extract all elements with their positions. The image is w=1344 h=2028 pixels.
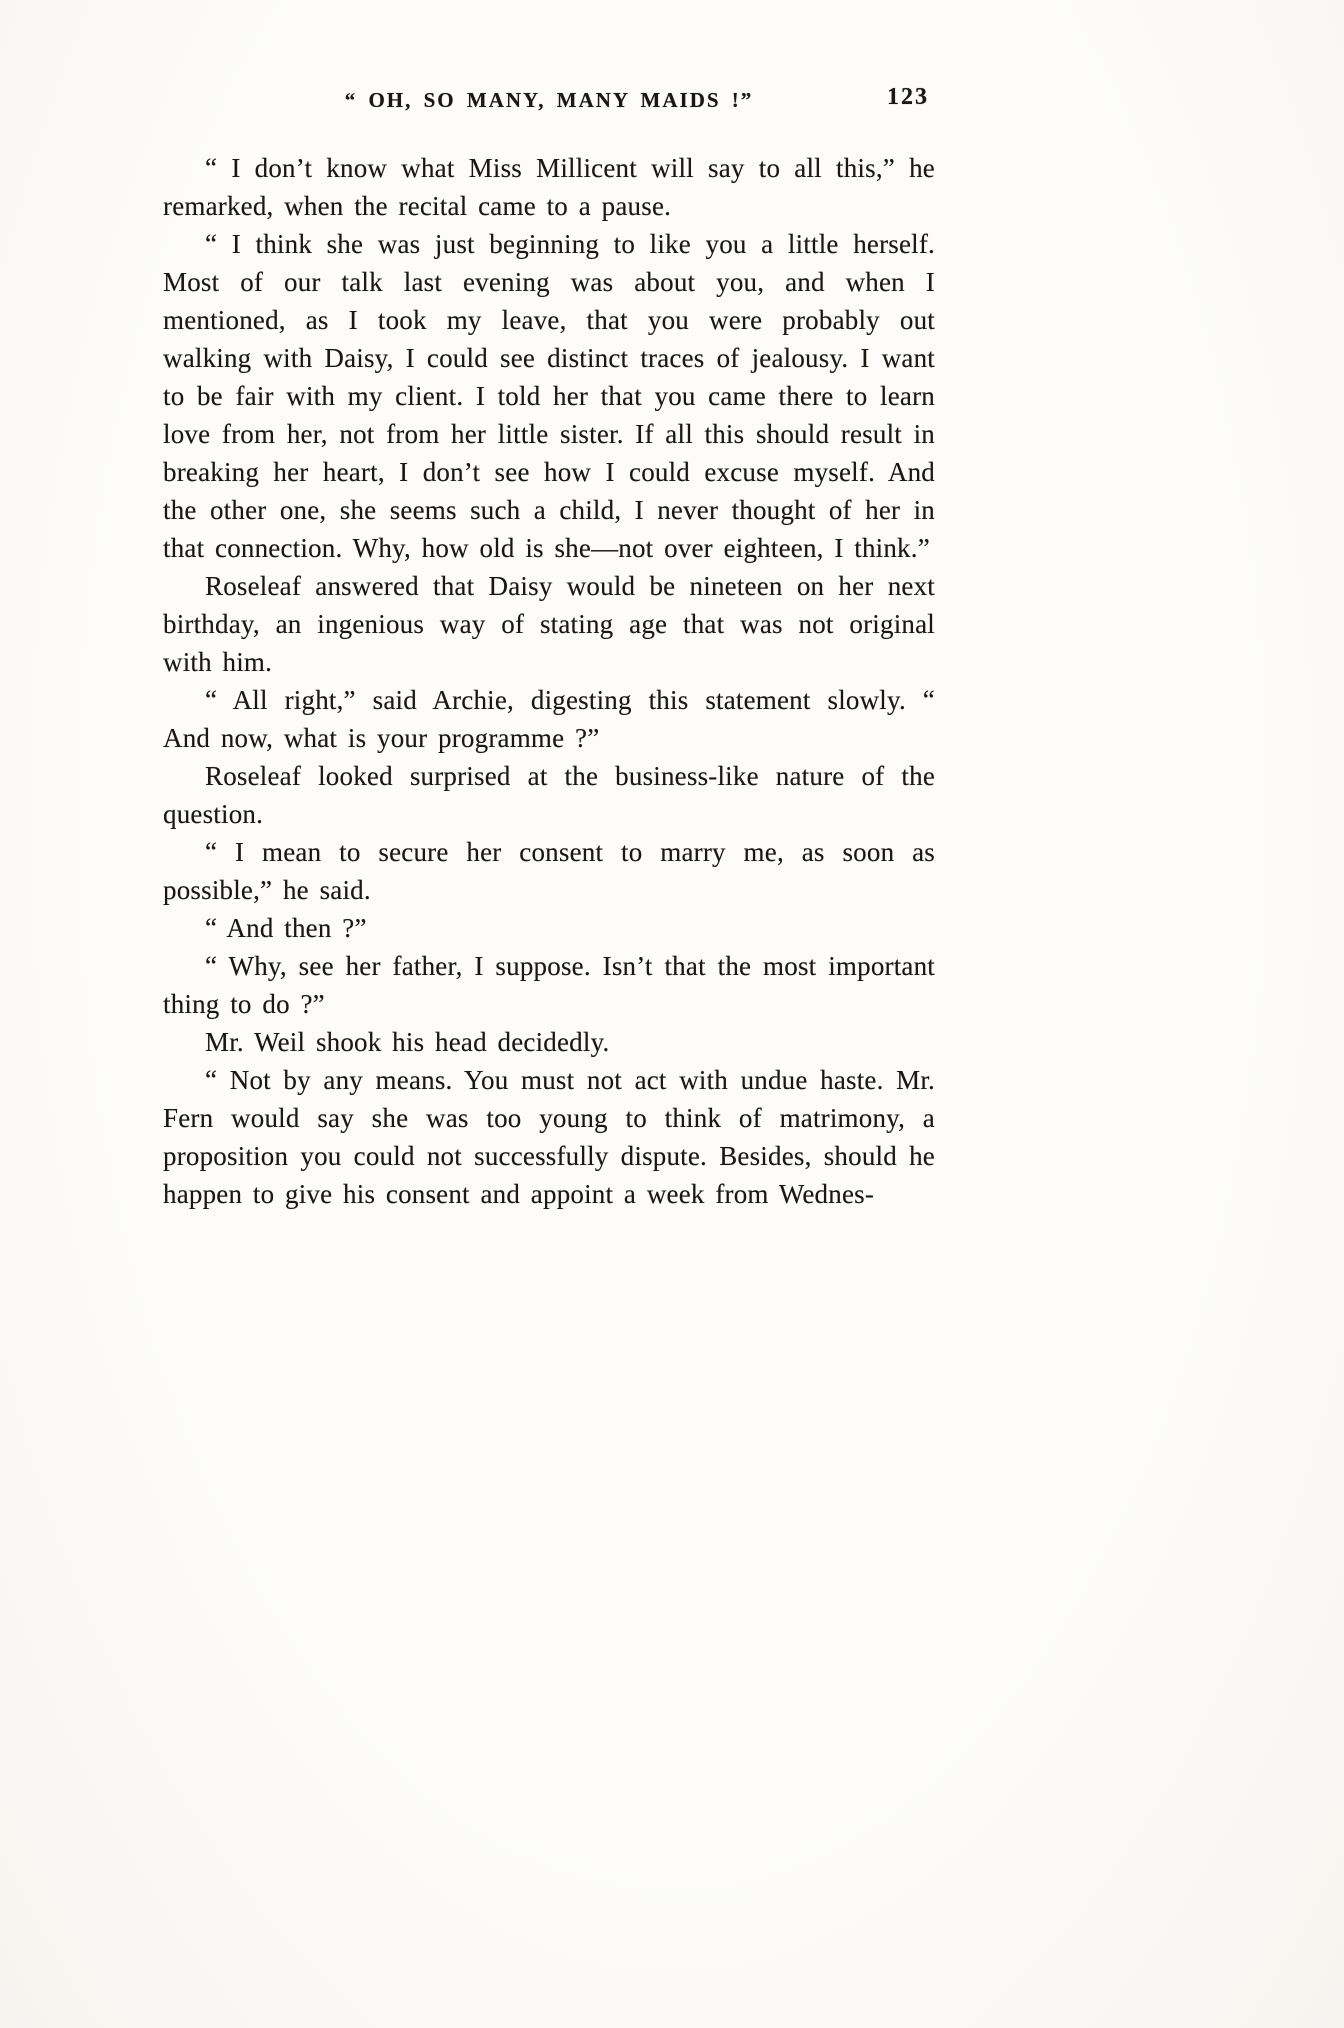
page-header xyxy=(163,84,935,122)
paragraph-6: “ I mean to secure her consent to marry me, as soon as possible,” he said. xyxy=(163,837,935,905)
page-number: 123 xyxy=(887,84,929,110)
paragraph-9: Mr. Weil shook his head decidedly. xyxy=(205,1027,610,1057)
paragraph-1: “ I don’t know what Miss Millicent will say to all this,” he remarked, when the recital came to a pause. xyxy=(163,153,935,221)
paragraph-7: “ And then ?” xyxy=(205,913,367,943)
paragraph-8: “ Why, see her father, I suppose. Isn’t that the most important thing to do ?” xyxy=(163,951,935,1019)
text-block xyxy=(163,149,935,1213)
paragraph-5: Roseleaf looked surprised at the business-like nature of the question. xyxy=(163,761,935,829)
paragraph-10: “ Not by any means. You must not act with undue haste. Mr. Fern would say she was too young to think of matrimony, a proposition you could not successfully dispute. Besides, should he happen to give his consent and appoint a week from Wednes- xyxy=(163,1065,935,1209)
paragraph-3: Roseleaf answered that Daisy would be nineteen on her next birthday, an ingenious way of stating age that was not original with him. xyxy=(163,571,935,677)
running-title: “ OH, SO MANY, MANY MAIDS !” xyxy=(344,88,754,112)
paragraph-2: “ I think she was just beginning to like you a little herself. Most of our talk last evening was about you, and when I mentioned, as I took my leave, that you were probably out walking with Daisy, I could see distinct traces of jealousy. I want to be fair with my client. I told her that you came there to learn love from her, not from her little sister. If all this should result in breaking her heart, I don’t see how I could excuse myself. And the other one, she seems such a child, I never thought of her in that connection. Why, how old is she—not over eighteen, I think.” xyxy=(163,229,935,563)
paragraph-4: “ All right,” said Archie, digesting this statement slowly. “ And now, what is your programme ?” xyxy=(163,685,935,753)
